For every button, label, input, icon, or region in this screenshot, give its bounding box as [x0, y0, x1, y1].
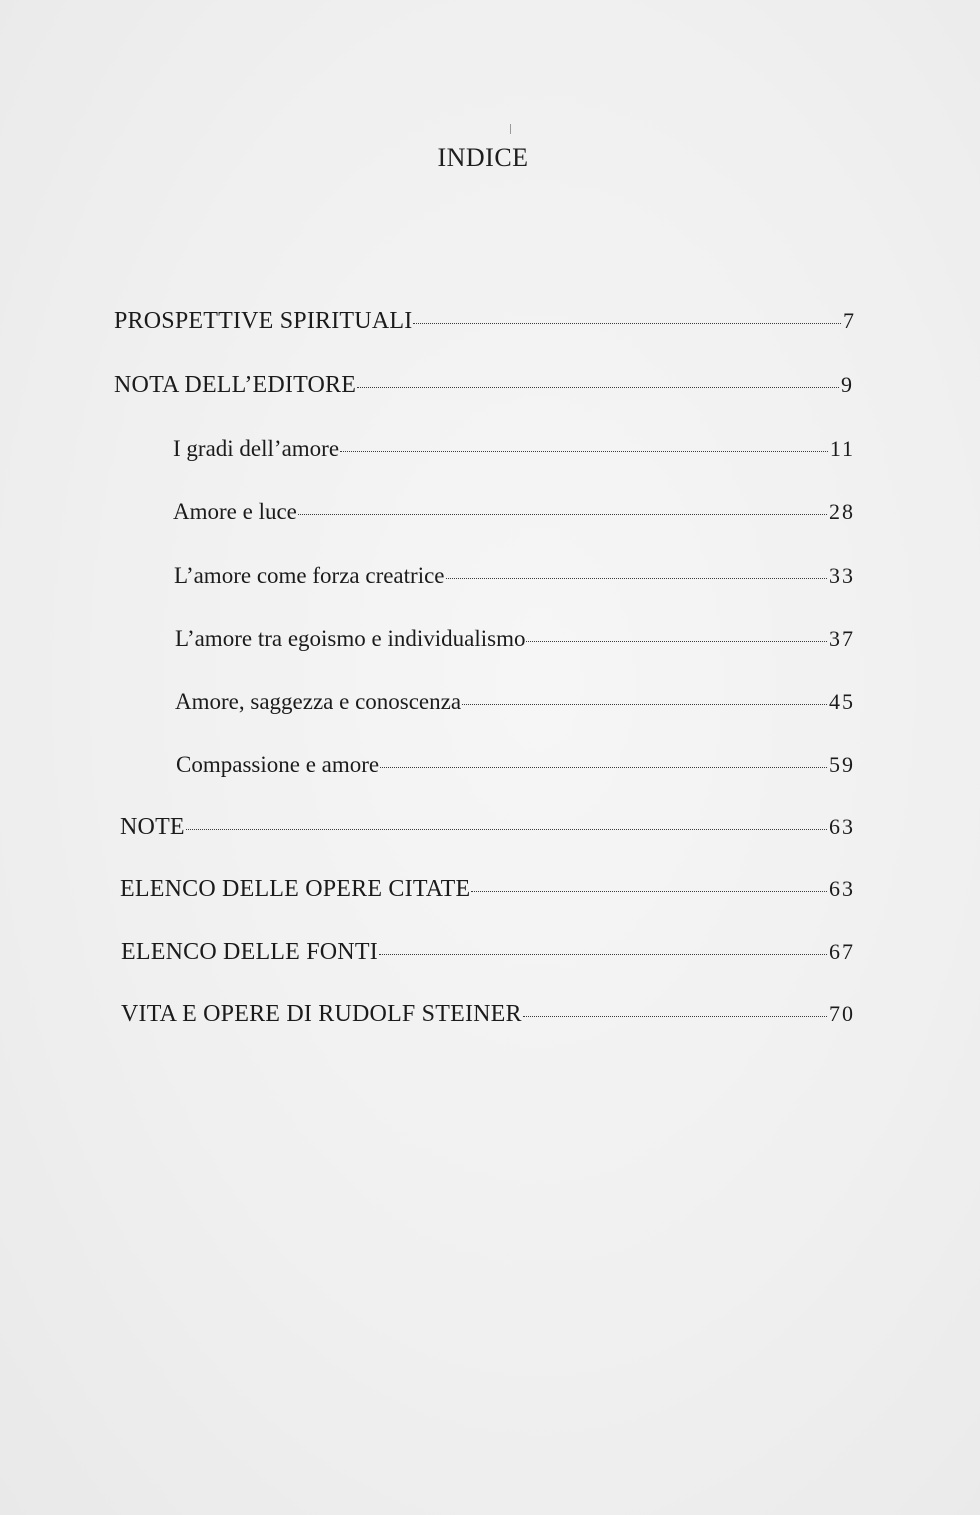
- dot-leader: [446, 578, 828, 579]
- toc-entry: [114, 308, 856, 342]
- dot-leader: [357, 387, 839, 388]
- toc-page-number: 33: [829, 563, 855, 588]
- toc-entry: [173, 436, 855, 470]
- toc-entry: [120, 876, 855, 910]
- toc-entry-label: L’amore tra egoismo e individualismo: [175, 626, 526, 651]
- toc-page-number: 45: [829, 689, 855, 714]
- toc-entry-label: NOTA DELL’EDITORE: [114, 372, 357, 398]
- toc-page-number: 7: [843, 308, 856, 333]
- toc-page-number: 59: [829, 752, 855, 777]
- toc-entry: [174, 563, 855, 597]
- dot-leader: [413, 323, 841, 324]
- toc-entry: [114, 372, 854, 406]
- toc-page-number: 67: [829, 939, 855, 964]
- toc-entry-label: Compassione e amore: [176, 752, 380, 777]
- toc-entry: [175, 626, 855, 660]
- dot-leader: [526, 641, 827, 642]
- toc-page-number: 9: [841, 372, 854, 397]
- dot-leader: [462, 704, 827, 705]
- toc-entry: [121, 939, 855, 973]
- toc-entry: [121, 1001, 855, 1035]
- toc-page-number: 28: [829, 499, 855, 524]
- dot-leader: [186, 829, 827, 830]
- toc-page-number: 63: [829, 814, 855, 839]
- toc-entry: [175, 689, 855, 723]
- toc-entry: [120, 814, 855, 848]
- toc-entry-label: ELENCO DELLE FONTI: [121, 939, 378, 965]
- toc-entry-label: I gradi dell’amore: [173, 436, 340, 461]
- dot-leader: [380, 767, 827, 768]
- toc-entry-label: Amore, saggezza e conoscenza: [175, 689, 462, 714]
- toc-page-number: 70: [829, 1001, 855, 1026]
- toc-entry-label: VITA E OPERE DI RUDOLF STEINER: [121, 1001, 522, 1027]
- dot-leader: [471, 891, 827, 892]
- page-title: INDICE: [437, 143, 529, 172]
- toc-entry-label: Amore e luce: [173, 499, 297, 524]
- toc-entry-label: NOTE: [120, 814, 185, 840]
- dot-leader: [298, 514, 827, 515]
- toc-entry-label: L’amore come forza creatrice: [174, 563, 445, 588]
- dot-leader: [340, 451, 828, 452]
- toc-entry-label: ELENCO DELLE OPERE CITATE: [120, 876, 471, 902]
- toc-page-number: 11: [829, 436, 855, 461]
- toc-entry-label: PROSPETTIVE SPIRITUALI: [114, 308, 413, 334]
- toc-entry: [176, 752, 855, 786]
- toc-page-number: 37: [829, 626, 855, 651]
- toc-page-number: 63: [829, 876, 855, 901]
- dot-leader: [523, 1016, 827, 1017]
- toc-entry: [173, 499, 855, 533]
- dot-leader: [379, 954, 827, 955]
